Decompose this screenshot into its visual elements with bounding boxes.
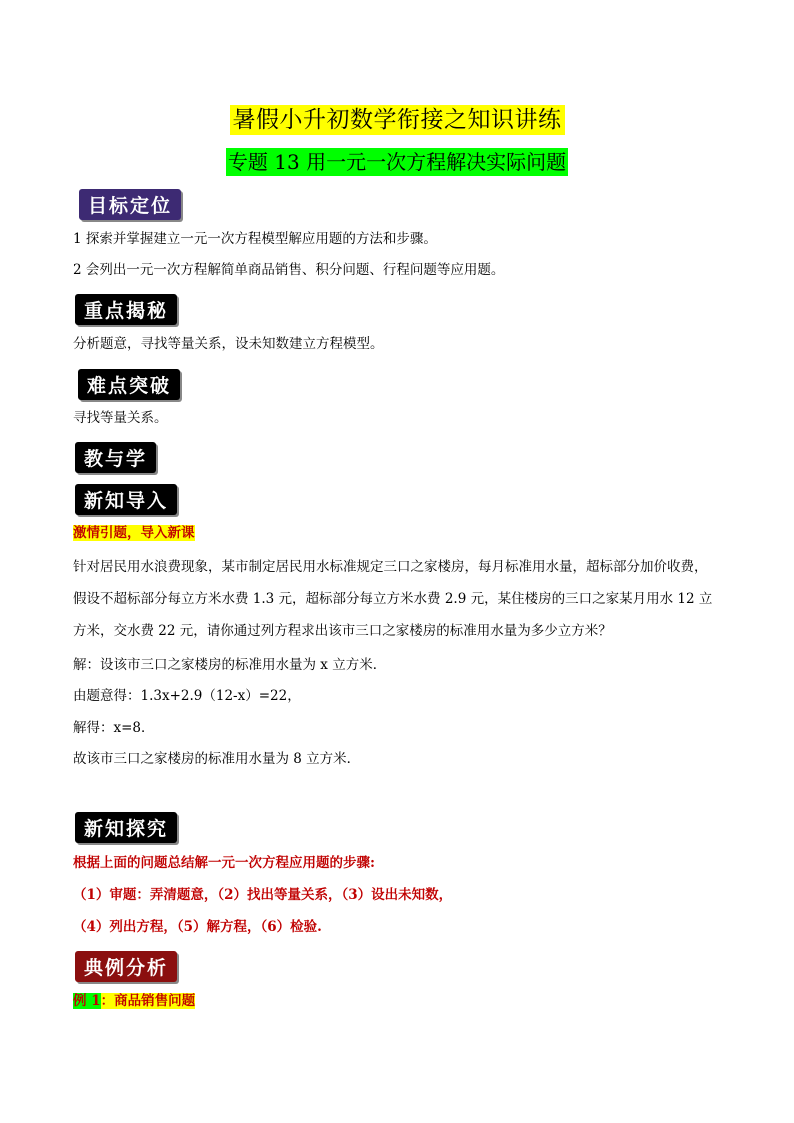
difficulty-text: 寻找等量关系。	[73, 410, 168, 426]
example-1-heading	[73, 991, 195, 1011]
explore-line-1: 根据上面的问题总结解一元一次方程应用题的步骤:	[73, 855, 375, 871]
problem-line-1: 针对居民用水浪费现象，某市制定居民用水标准规定三口之家楼房，每月标准用水量，超标部分加价收费，	[73, 559, 708, 575]
badge-key: 重点揭秘	[75, 294, 177, 325]
badge-examples: 典例分析	[75, 951, 177, 982]
badge-intro: 新知导入	[75, 484, 177, 515]
solution-line-4: 故该市三口之家楼房的标准用水量为 8 立方米．	[73, 751, 361, 767]
badge-difficulty: 难点突破	[78, 369, 180, 400]
solution-line-3: 解得：x=8．	[73, 720, 155, 736]
solution-line-2: 由题意得：1.3x+2.9（12-x）=22，	[73, 688, 301, 704]
badge-goal: 目标定位	[79, 189, 181, 220]
problem-line-2: 假设不超标部分每立方米水费 1.3 元，超标部分每立方米水费 2.9 元，某住楼房的三口之家某月用水 12 立	[73, 591, 713, 607]
example-title: ：商品销售问题	[100, 993, 196, 1009]
badge-teach: 教与学	[75, 442, 156, 473]
goal-item-2: 2 会列出一元一次方程解简单商品销售、积分问题、行程问题等应用题。	[73, 262, 505, 278]
key-text: 分析题意，寻找等量关系，设未知数建立方程模型。	[73, 336, 384, 352]
page-title: 暑假小升初数学衔接之知识讲练	[0, 101, 794, 134]
explore-line-3: （4）列出方程，（5）解方程，（6）检验.	[73, 919, 322, 935]
page-subtitle: 专题 13 用一元一次方程解决实际问题	[227, 150, 567, 174]
example-label: 例 1	[73, 993, 101, 1009]
goal-item-1: 1 探索并掌握建立一元一次方程模型解应用题的方法和步骤。	[73, 231, 437, 247]
explore-line-2: （1）审题：弄清题意，（2）找出等量关系，（3）设出未知数，	[73, 887, 453, 903]
intro-heading: 激情引题，导入新课	[73, 525, 195, 541]
badge-explore: 新知探究	[75, 812, 177, 843]
solution-line-1: 解：设该市三口之家楼房的标准用水量为 x 立方米．	[73, 657, 387, 673]
problem-line-3: 方米，交水费 22 元，请你通过列方程求出该市三口之家楼房的标准用水量为多少立方米？	[73, 623, 612, 639]
